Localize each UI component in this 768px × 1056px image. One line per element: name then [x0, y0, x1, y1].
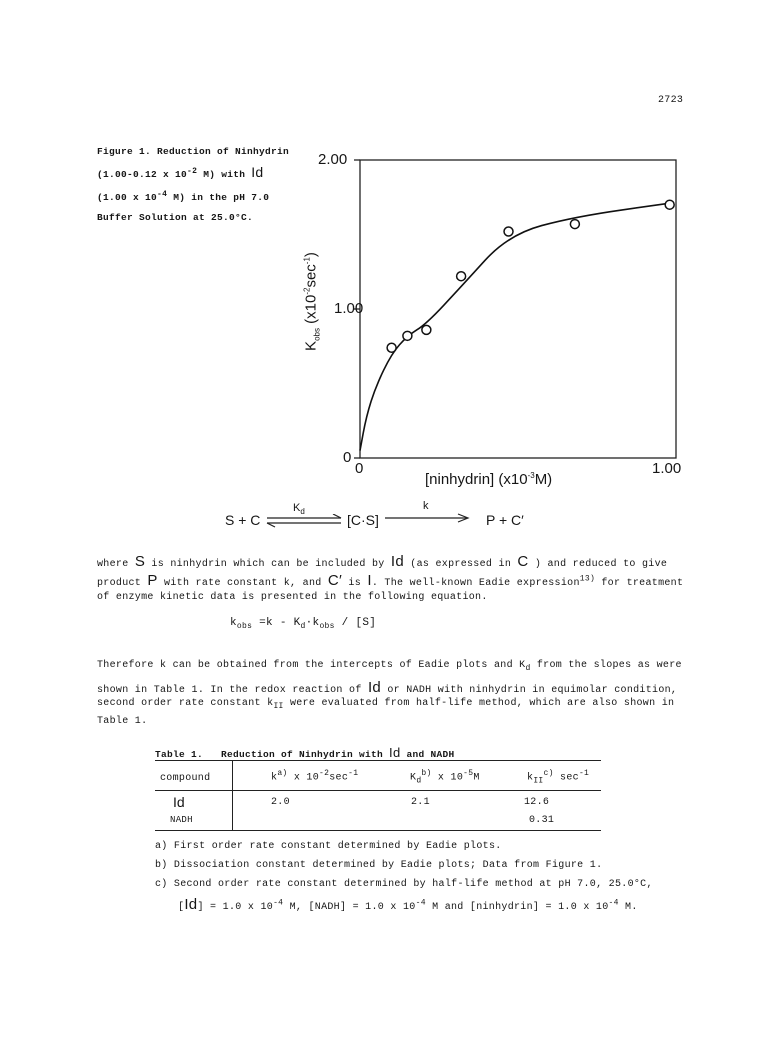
footnote-b: b) Dissociation constant determined by Eadie plots; Data from Figure 1. [155, 860, 603, 871]
para1-line2: product P with rate constant k, and C′ is I. The well-known Eadie expression$^{13)}$ for treatment [97, 572, 684, 589]
footnote-c: c) Second order rate constant determined by half-life method at pH 7.0, 25.0°C, [155, 879, 653, 890]
para2-line4: Table 1. [97, 716, 148, 727]
scheme-kd-label: $K_d$ [293, 502, 305, 517]
footnote-a: a) First order rate constant determined by Eadie plots. [155, 841, 502, 852]
scheme-products: P + C′ [486, 512, 524, 528]
para1-line1: where S is ninhydrin which can be included by Id (as expressed in C ) and reduced to give [97, 553, 668, 570]
page-number: 2723 [658, 95, 684, 106]
table1-col-k: $k^{a)}$ x $10^{-2}\sec^{-1}$ [271, 769, 359, 784]
data-point [665, 200, 674, 209]
caption-line-4: Buffer Solution at 25.0°C. [97, 212, 254, 224]
x-tick-label-0: 0 [355, 460, 364, 477]
para2-line1: Therefore k can be obtained from the intercepts of Eadie plots and $K_d$ from the slopes as were [97, 660, 682, 673]
data-point [457, 272, 466, 281]
caption-line-3: (1.00 x $10^{-4}$ M) in the pH 7.0 [97, 190, 270, 204]
table1-row1-kd: 2.1 [411, 797, 430, 808]
x-axis-label: [ninhydrin] $(x10^{-3}M)$ [425, 471, 553, 488]
kobs-chart [290, 150, 710, 500]
y-tick-label-2: 2.00 [318, 151, 348, 168]
y-tick-label-1: 1.00 [334, 300, 364, 317]
para1-line3: of enzyme kinetic data is presented in the following equation. [97, 592, 488, 603]
table1-col-kd: $K_d^{b)}$ x $10^{-5}M$ [410, 769, 480, 786]
para2-line2: shown in Table 1. In the redox reaction of Id or NADH with ninhydrin in equimolar condition, [97, 679, 678, 696]
table1-row1-k: 2.0 [271, 797, 290, 808]
table1-col-compound: compound [160, 773, 211, 784]
y-tick-label-0: 0 [343, 449, 352, 466]
caption-line-2: (1.00-0.12 x $10^{-2}$ M) with Id [97, 164, 264, 181]
table1-row2-compound: NADH [170, 815, 193, 825]
y-axis-label: $K_{obs}$ $(x10^{-2}\sec^{-1})$ [302, 252, 322, 351]
caption-line-1: Figure 1. Reduction of Ninhydrin [97, 146, 290, 157]
plot-frame [360, 160, 676, 458]
equilibrium-arrow [265, 514, 345, 528]
fit-curve [360, 203, 670, 450]
table1-bottom-rule [155, 830, 601, 831]
data-point [422, 325, 431, 334]
data-point [570, 220, 579, 229]
table1-col-kii: $k_{II}^{c)}$ $\sec^{-1}$ [527, 769, 590, 786]
data-point [387, 343, 396, 352]
figure-caption [97, 142, 289, 228]
table1-top-rule [155, 760, 601, 761]
table1-row2-kii: 0.31 [529, 815, 555, 826]
table1-header-rule [155, 790, 601, 791]
table1-row1-compound: Id [173, 794, 185, 810]
scheme-reactants: S + C [225, 512, 261, 528]
forward-arrow [383, 512, 471, 524]
table1-column-rule [232, 760, 233, 830]
eadie-equation: $k_{obs} =k - K_d\cdot k_{obs} / [S]$ [230, 617, 377, 632]
data-point [504, 227, 513, 236]
table1-title: Table 1. Reduction of Ninhydrin with Id and NADH [155, 745, 455, 760]
scheme-intermediate: [C·S] [347, 512, 379, 528]
footnote-c-line2: [Id] = 1.0 x $10^{-4}$ M, [NADH] = 1.0 x $10^{-4}$ M and [ninhydrin] = 1.0 x $10^{-4}$ M. [178, 896, 638, 913]
table1-row1-kii: 12.6 [524, 797, 550, 808]
scheme-k-label: k [423, 500, 429, 512]
para2-line3: second order rate constant $k_{II}$ were evaluated from half-life method, which are also shown in [97, 698, 675, 711]
x-tick-label-1: 1.00 [652, 460, 682, 477]
data-point [403, 331, 412, 340]
